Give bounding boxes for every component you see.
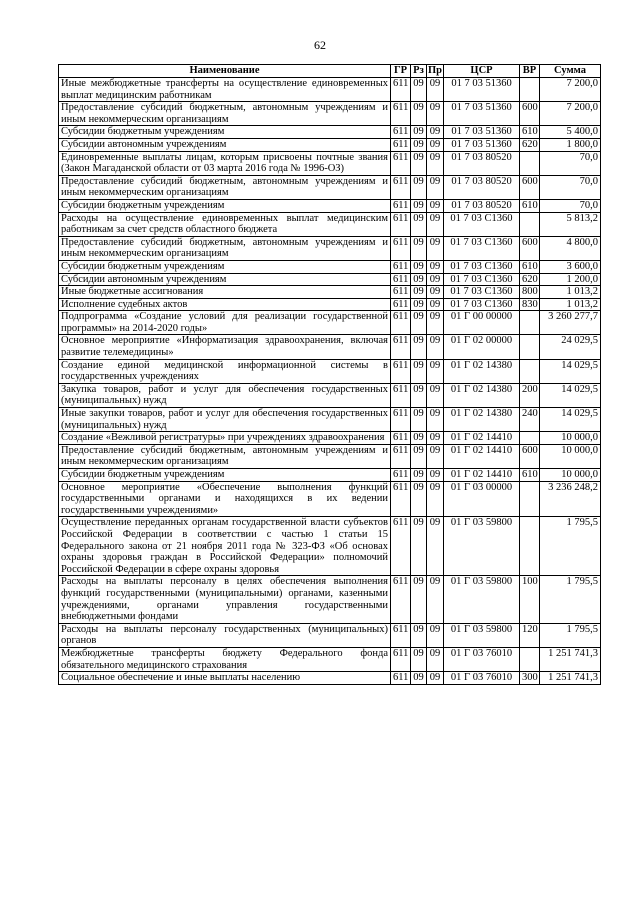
table-row	[59, 623, 601, 647]
row-pr: 09	[427, 151, 444, 175]
row-csr: 01 7 03 С1360	[444, 298, 520, 311]
row-pr: 09	[427, 138, 444, 151]
row-csr: 01 7 03 51360	[444, 138, 520, 151]
row-gr: 611	[391, 175, 411, 199]
header-csr: ЦСР	[444, 65, 520, 78]
row-pr: 09	[427, 260, 444, 273]
row-gr: 611	[391, 311, 411, 335]
row-vr: 600	[520, 236, 540, 260]
table-row	[59, 138, 601, 151]
row-sum: 3 600,0	[540, 260, 601, 273]
row-sum: 1 795,5	[540, 517, 601, 576]
row-pr: 09	[427, 359, 444, 383]
row-pr: 09	[427, 212, 444, 236]
row-rz: 09	[411, 408, 427, 432]
row-gr: 611	[391, 335, 411, 359]
row-sum: 1 795,5	[540, 576, 601, 623]
page-number: 62	[314, 38, 326, 52]
table-row	[59, 298, 601, 311]
row-rz: 09	[411, 151, 427, 175]
row-sum: 14 029,5	[540, 359, 601, 383]
row-vr: 200	[520, 383, 540, 407]
row-vr	[520, 359, 540, 383]
header-sum: Сумма	[540, 65, 601, 78]
row-pr: 09	[427, 432, 444, 445]
row-sum: 10 000,0	[540, 432, 601, 445]
row-vr	[520, 212, 540, 236]
table-row	[59, 78, 601, 102]
row-sum: 3 236 248,2	[540, 481, 601, 517]
row-csr: 01 7 03 51360	[444, 126, 520, 139]
table-row	[59, 408, 601, 432]
row-csr: 01 7 03 51360	[444, 102, 520, 126]
row-gr: 611	[391, 444, 411, 468]
row-name: Закупка товаров, работ и услуг для обеспечения государственных (муниципальных) нужд	[59, 383, 391, 407]
row-name: Создание единой медицинской информационной системы в государственных учреждениях	[59, 359, 391, 383]
table-row	[59, 151, 601, 175]
row-csr: 01 Г 02 14410	[444, 432, 520, 445]
row-rz: 09	[411, 298, 427, 311]
row-gr: 611	[391, 383, 411, 407]
row-csr: 01 7 03 80520	[444, 151, 520, 175]
table-row	[59, 199, 601, 212]
row-sum: 1 251 741,3	[540, 647, 601, 671]
row-rz: 09	[411, 175, 427, 199]
row-gr: 611	[391, 273, 411, 286]
row-pr: 09	[427, 298, 444, 311]
row-sum: 7 200,0	[540, 78, 601, 102]
row-pr: 09	[427, 517, 444, 576]
row-name: Иные межбюджетные трансферты на осуществление единовременных выплат медицинским работникам	[59, 78, 391, 102]
row-vr: 600	[520, 102, 540, 126]
row-sum: 1 013,2	[540, 286, 601, 299]
row-rz: 09	[411, 199, 427, 212]
row-sum: 3 260 277,7	[540, 311, 601, 335]
table-row	[59, 236, 601, 260]
row-pr: 09	[427, 383, 444, 407]
row-rz: 09	[411, 78, 427, 102]
row-pr: 09	[427, 286, 444, 299]
row-vr: 610	[520, 260, 540, 273]
header-pr: Пр	[427, 65, 442, 76]
table-row	[59, 432, 601, 445]
row-rz: 09	[411, 432, 427, 445]
table-row	[59, 383, 601, 407]
row-rz: 09	[411, 138, 427, 151]
row-vr: 100	[520, 576, 540, 623]
row-name: Субсидии бюджетным учреждениям	[59, 469, 391, 482]
row-sum: 5 400,0	[540, 126, 601, 139]
row-rz: 09	[411, 647, 427, 671]
table-row	[59, 260, 601, 273]
row-gr: 611	[391, 286, 411, 299]
row-sum: 1 013,2	[540, 298, 601, 311]
row-sum: 14 029,5	[540, 408, 601, 432]
row-vr: 600	[520, 444, 540, 468]
row-csr: 01 7 03 С1360	[444, 273, 520, 286]
row-vr: 610	[520, 469, 540, 482]
row-vr	[520, 432, 540, 445]
row-gr: 611	[391, 469, 411, 482]
row-vr	[520, 481, 540, 517]
row-csr: 01 Г 02 14410	[444, 444, 520, 468]
row-sum: 1 800,0	[540, 138, 601, 151]
row-csr: 01 Г 02 14380	[444, 359, 520, 383]
row-csr: 01 Г 00 00000	[444, 311, 520, 335]
row-gr: 611	[391, 260, 411, 273]
row-vr: 120	[520, 623, 540, 647]
row-sum: 10 000,0	[540, 444, 601, 468]
row-csr: 01 7 03 51360	[444, 78, 520, 102]
row-vr	[520, 311, 540, 335]
row-csr: 01 7 03 80520	[444, 199, 520, 212]
row-rz: 09	[411, 359, 427, 383]
row-pr: 09	[427, 335, 444, 359]
row-vr: 300	[520, 672, 540, 685]
row-gr: 611	[391, 408, 411, 432]
row-rz: 09	[411, 383, 427, 407]
row-sum: 70,0	[540, 151, 601, 175]
row-name: Социальное обеспечение и иные выплаты населению	[59, 672, 391, 685]
table-row	[59, 672, 601, 685]
row-pr: 09	[427, 623, 444, 647]
row-name: Межбюджетные трансферты бюджету Федерального фонда обязательного медицинского страхования	[59, 647, 391, 671]
row-pr: 09	[427, 273, 444, 286]
row-name: Предоставление субсидий бюджетным, автономным учреждениям и иным некоммерческим организациям	[59, 102, 391, 126]
row-sum: 1 251 741,3	[540, 672, 601, 685]
header-name: Наименование	[59, 65, 391, 78]
row-rz: 09	[411, 481, 427, 517]
row-pr: 09	[427, 408, 444, 432]
row-sum: 70,0	[540, 199, 601, 212]
row-pr: 09	[427, 481, 444, 517]
row-pr: 09	[427, 672, 444, 685]
table-row	[59, 517, 601, 576]
header-vr: ВР	[520, 65, 540, 78]
table-row	[59, 102, 601, 126]
row-vr: 620	[520, 273, 540, 286]
row-vr: 600	[520, 175, 540, 199]
table-row	[59, 273, 601, 286]
row-gr: 611	[391, 481, 411, 517]
row-vr	[520, 517, 540, 576]
row-csr: 01 7 03 С1360	[444, 236, 520, 260]
row-gr: 611	[391, 102, 411, 126]
budget-table	[58, 64, 601, 685]
row-name: Расходы на выплаты персоналу в целях обеспечения выполнения функций государственными (муниципальными) органами, казенными учреждениями, органами управления государственными внебюджетными фондами	[59, 576, 391, 623]
row-name: Единовременные выплаты лицам, которым присвоены почтные звания (Закон Магаданской области от 03 марта 2016 года № 1996-ОЗ)	[59, 151, 391, 175]
row-rz: 09	[411, 469, 427, 482]
table-row	[59, 481, 601, 517]
row-vr: 830	[520, 298, 540, 311]
row-rz: 09	[411, 273, 427, 286]
row-csr: 01 Г 03 59800	[444, 517, 520, 576]
table-header-row	[59, 65, 601, 78]
row-gr: 611	[391, 672, 411, 685]
row-gr: 611	[391, 78, 411, 102]
row-name: Создание «Вежливой регистратуры» при учреждениях здравоохранения	[59, 432, 391, 445]
row-pr: 09	[427, 126, 444, 139]
row-sum: 14 029,5	[540, 383, 601, 407]
row-rz: 09	[411, 260, 427, 273]
row-sum: 7 200,0	[540, 102, 601, 126]
row-gr: 611	[391, 576, 411, 623]
row-vr: 610	[520, 126, 540, 139]
row-sum: 70,0	[540, 175, 601, 199]
table-row	[59, 576, 601, 623]
row-csr: 01 Г 02 14380	[444, 383, 520, 407]
row-name: Предоставление субсидий бюджетным, автономным учреждениям и иным некоммерческим организациям	[59, 444, 391, 468]
row-csr: 01 Г 03 76010	[444, 672, 520, 685]
row-gr: 611	[391, 298, 411, 311]
row-sum: 4 800,0	[540, 236, 601, 260]
row-gr: 611	[391, 359, 411, 383]
row-rz: 09	[411, 444, 427, 468]
row-csr: 01 Г 03 00000	[444, 481, 520, 517]
row-name: Основное мероприятие «Информатизация здравоохранения, включая развитие телемедицины»	[59, 335, 391, 359]
row-rz: 09	[411, 236, 427, 260]
row-gr: 611	[391, 517, 411, 576]
row-pr: 09	[427, 469, 444, 482]
header-rz: Рз	[411, 65, 427, 78]
row-gr: 611	[391, 199, 411, 212]
row-csr: 01 Г 02 14410	[444, 469, 520, 482]
row-name: Иные закупки товаров, работ и услуг для обеспечения государственных (муниципальных) нужд	[59, 408, 391, 432]
row-rz: 09	[411, 102, 427, 126]
row-name: Расходы на выплаты персоналу государственных (муниципальных) органов	[59, 623, 391, 647]
row-pr: 09	[427, 647, 444, 671]
row-name: Субсидии бюджетным учреждениям	[59, 199, 391, 212]
row-pr: 09	[427, 311, 444, 335]
row-rz: 09	[411, 286, 427, 299]
row-name: Субсидии автономным учреждениям	[59, 138, 391, 151]
table-row	[59, 175, 601, 199]
row-gr: 611	[391, 126, 411, 139]
row-sum: 1 200,0	[540, 273, 601, 286]
row-sum: 5 813,2	[540, 212, 601, 236]
row-vr	[520, 151, 540, 175]
header-gr: ГР	[391, 65, 411, 78]
row-name: Предоставление субсидий бюджетным, автономным учреждениям и иным некоммерческим организациям	[59, 236, 391, 260]
row-gr: 611	[391, 647, 411, 671]
row-rz: 09	[411, 335, 427, 359]
table-body	[59, 78, 601, 685]
row-vr: 610	[520, 199, 540, 212]
row-pr: 09	[427, 199, 444, 212]
row-gr: 611	[391, 432, 411, 445]
row-csr: 01 7 03 С1360	[444, 260, 520, 273]
table-row	[59, 126, 601, 139]
row-vr	[520, 78, 540, 102]
table-row	[59, 212, 601, 236]
row-rz: 09	[411, 623, 427, 647]
row-csr: 01 7 03 С1360	[444, 286, 520, 299]
row-gr: 611	[391, 623, 411, 647]
table-row	[59, 286, 601, 299]
row-rz: 09	[411, 576, 427, 623]
table-row	[59, 469, 601, 482]
row-name: Субсидии бюджетным учреждениям	[59, 260, 391, 273]
row-pr: 09	[427, 78, 444, 102]
row-pr: 09	[427, 576, 444, 623]
row-vr	[520, 647, 540, 671]
row-pr: 09	[427, 102, 444, 126]
row-name: Иные бюджетные ассигнования	[59, 286, 391, 299]
row-vr: 800	[520, 286, 540, 299]
row-gr: 611	[391, 212, 411, 236]
row-csr: 01 Г 03 76010	[444, 647, 520, 671]
row-name: Исполнение судебных актов	[59, 298, 391, 311]
row-csr: 01 Г 02 00000	[444, 335, 520, 359]
row-rz: 09	[411, 126, 427, 139]
row-rz: 09	[411, 212, 427, 236]
row-name: Осуществление переданных органам государственной власти субъектов Российской Федерации в соответствии с частью 1 статьи 15 Федерального закона от 21 ноября 2011 года № 323-ФЗ «Об основах охраны здоровья граждан в Российской Федерации» полномочий Российской Федерации в сфере охраны здоровья	[59, 517, 391, 576]
row-csr: 01 7 03 С1360	[444, 212, 520, 236]
row-csr: 01 Г 03 59800	[444, 623, 520, 647]
row-rz: 09	[411, 311, 427, 335]
row-pr: 09	[427, 236, 444, 260]
row-gr: 611	[391, 236, 411, 260]
row-name: Основное мероприятие «Обеспечение выполнения функций государственными органами и находящихся в их ведении государственными учреждениями»	[59, 481, 391, 517]
row-name: Субсидии автономным учреждениям	[59, 273, 391, 286]
table-row	[59, 335, 601, 359]
row-vr: 620	[520, 138, 540, 151]
row-csr: 01 7 03 80520	[444, 175, 520, 199]
row-sum: 10 000,0	[540, 469, 601, 482]
row-rz: 09	[411, 517, 427, 576]
table-row	[59, 311, 601, 335]
table-row	[59, 444, 601, 468]
table-row	[59, 647, 601, 671]
row-name: Подпрограмма «Создание условий для реализации государственной программы» на 2014-2020 годы»	[59, 311, 391, 335]
row-csr: 01 Г 03 59800	[444, 576, 520, 623]
row-vr: 240	[520, 408, 540, 432]
table-row	[59, 359, 601, 383]
row-gr: 611	[391, 138, 411, 151]
row-pr: 09	[427, 444, 444, 468]
row-name: Расходы на осуществление единовременных выплат медицинским работникам за счет средств областного бюджета	[59, 212, 391, 236]
row-name: Субсидии бюджетным учреждениям	[59, 126, 391, 139]
row-sum: 24 029,5	[540, 335, 601, 359]
row-csr: 01 Г 02 14380	[444, 408, 520, 432]
row-name: Предоставление субсидий бюджетным, автономным учреждениям и иным некоммерческим организациям	[59, 175, 391, 199]
row-sum: 1 795,5	[540, 623, 601, 647]
row-pr: 09	[427, 175, 444, 199]
row-vr	[520, 335, 540, 359]
row-gr: 611	[391, 151, 411, 175]
row-rz: 09	[411, 672, 427, 685]
